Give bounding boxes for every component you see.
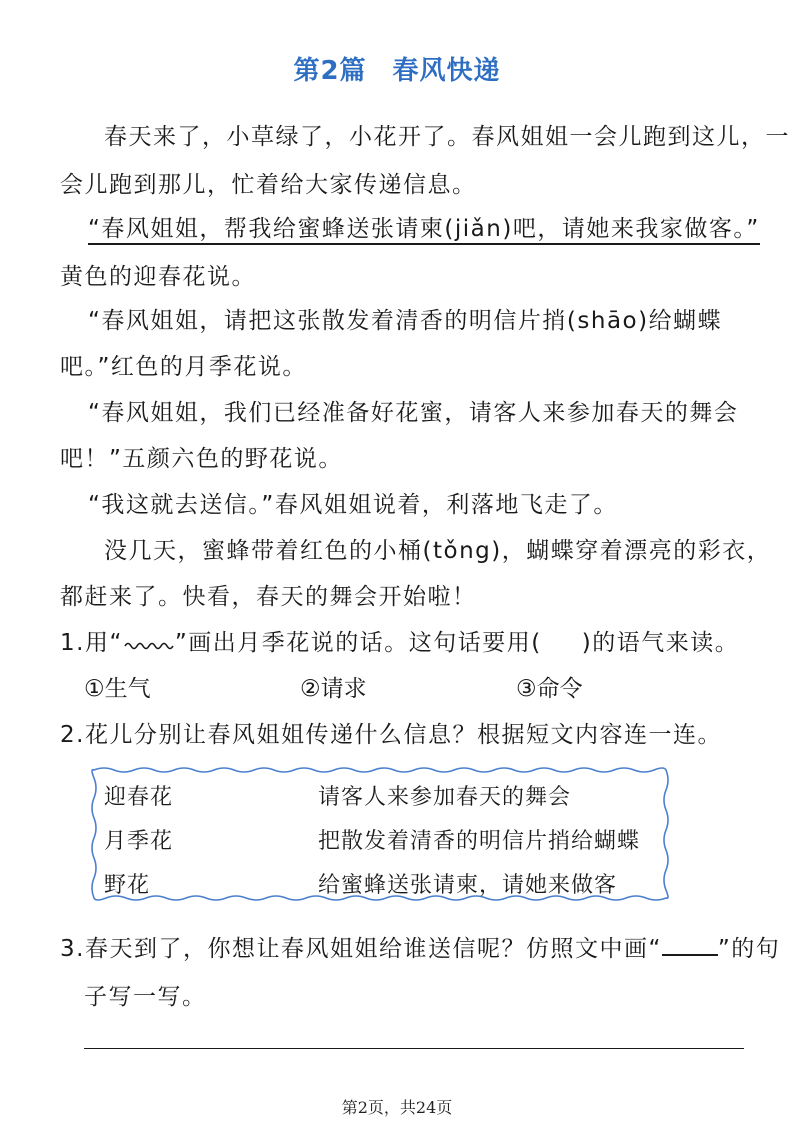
q1-prefix: 1.用“ [60,630,123,656]
passage-line: 会儿跑到那儿，忙着给大家传递信息。 [60,172,477,198]
passage-line: 都赶来了。快看，春天的舞会开始啦！ [60,584,477,610]
question-3-line2: 子写一写。 [84,984,207,1010]
q1-middle: ”画出月季花说的话。这句话要用( [174,630,542,656]
wavy-line-icon [123,637,175,651]
q1-option[interactable]: ①生气 [84,676,151,702]
q3-suffix: ”的句 [717,936,781,962]
page-title [0,50,794,87]
passage-line: “春风姐姐，请把这张散发着清香的明信片捎(shāo)给蝴蝶 [88,308,723,334]
match-left-item[interactable]: 迎春花 [104,785,174,810]
passage-line: “春风姐姐，我们已经准备好花蜜，请客人来参加春天的舞会 [88,400,739,426]
question-1 [60,624,739,657]
chapter-label: 第2篇 [293,56,367,86]
match-left-item[interactable]: 野花 [104,873,151,898]
q3-prefix: 3.春天到了，你想让春风姐姐给谁送信呢？仿照文中画“ [60,936,662,962]
passage-line: “我这就去送信。”春风姐姐说着，利落地飞走了。 [88,492,618,518]
question-3 [60,930,780,963]
underline-mark [662,936,718,956]
match-right-item[interactable]: 请客人来参加春天的舞会 [318,785,572,810]
passage-line-underlined [88,210,760,243]
passage-line: 吧。”红色的月季花说。 [60,354,307,380]
q1-suffix: )的语气来读。 [581,630,740,656]
passage-line: 没几天，蜜蜂带着红色的小桶(tǒng)，蝴蝶穿着漂亮的彩衣， [104,538,772,564]
underlined-sentence: “春风姐姐，帮我给蜜蜂送张请柬(jiǎn)吧，请她来我家做客。” [88,216,760,245]
answer-writing-line[interactable] [84,1048,744,1049]
q1-option[interactable]: ②请求 [300,676,367,702]
passage-line: 黄色的迎春花说。 [60,264,256,290]
passage-line: 春天来了，小草绿了，小花开了。春风姐姐一会儿跑到这儿，一 [104,124,790,150]
match-right-item[interactable]: 把散发着清香的明信片捎给蝴蝶 [318,829,641,854]
page-footer: 第2页，共24页 [341,1098,453,1117]
match-left-item[interactable]: 月季花 [104,829,174,854]
match-right-item[interactable]: 给蜜蜂送张请柬，请她来做客 [318,873,618,898]
story-title: 春风快递 [392,56,501,86]
passage-line: 吧！”五颜六色的野花说。 [60,446,343,472]
question-2: 2.花儿分别让春风姐姐传递什么信息？根据短文内容连一连。 [60,722,722,748]
q1-option[interactable]: ③命令 [516,676,583,702]
